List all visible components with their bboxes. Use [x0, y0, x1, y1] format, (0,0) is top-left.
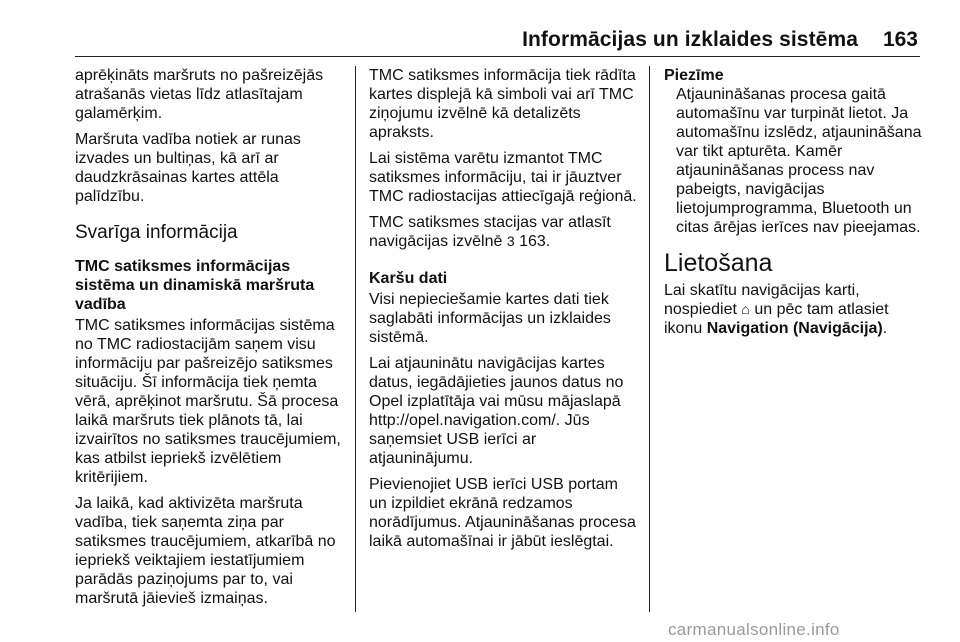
paragraph-text: un pēc tam atlasiet ikonu — [664, 301, 889, 337]
paragraph: Pievienojiet USB ierīci USB portam un izpildiet ekrānā redzamos norādījumus. Atjaunināšanas procesa laikā automašīnai ir jābūt ieslēgtai. — [369, 476, 636, 550]
section-heading: Svarīga informācija — [75, 222, 238, 243]
paragraph — [664, 281, 922, 338]
column-divider-1 — [355, 66, 356, 612]
navigation-menu-label: Navigation (Navigācija) — [706, 320, 883, 337]
page-header — [75, 28, 920, 57]
column-divider-2 — [649, 66, 650, 612]
subheading: TMC satiksmes informācijas sistēma un dinamiskā maršruta vadība — [75, 258, 315, 313]
note-box — [664, 66, 922, 237]
note-title: Piezīme — [664, 67, 724, 84]
paragraph: aprēķināts maršruts no pašreizējās atrašanās vietas līdz atlasītajam galamērķim. — [75, 67, 324, 122]
paragraph-text: TMC satiksmes stacijas var atlasīt navigācijas izvēlnē — [369, 214, 611, 250]
column-2 — [369, 66, 637, 558]
paragraph: TMC satiksmes informācijas sistēma no TMC radiostacijām saņem visu informāciju par pašreizējo satiksmes situāciju. Šī informācija tiek ņemta vērā, aprēķinot maršrutu. Šā procesa laikā maršruts tiek plānots tā, lai izvairītos no satiksmes traucējumiem, kas atbilst iepriekš izvēlētiem kritērijiem. — [75, 317, 341, 486]
paragraph: Lai atjauninātu navigācijas kartes datus, iegādājieties jaunos datus no Opel izplatītāja vai mūsu mājaslapā http://opel.navigation.com/. Jūs saņemsiet USB ierīci ar atjauninājumu. — [369, 355, 624, 467]
paragraph: Visi nepieciešamie kartes dati tiek saglabāti informācijas un izklaides sistēmā. — [369, 291, 611, 346]
subheading: Karšu dati — [369, 270, 448, 287]
watermark: carmanualsonline.info — [668, 620, 840, 639]
paragraph: Ja laikā, kad aktivizēta maršruta vadība, tiek saņemta ziņa par satiksmes traucējumiem, atkarībā no iepriekš veiktajiem iestatījumiem parādās paziņojums par to, vai maršrutā jāievieš izmaiņas. — [75, 495, 336, 607]
note-body: Atjaunināšanas procesa gaitā automašīnu var turpināt lietot. Ja automašīnu izslēdz, atjaunināšana var tikt apturēta. Kamēr atjaunināšanas process nav pabeigts, navigācijas lietojumprogramma, Bluetooth un citas ārējas ierīces nav pieejamas. — [676, 86, 922, 236]
page-reference-arrow-icon: 3 — [506, 233, 515, 249]
paragraph: Lai sistēma varētu izmantot TMC satiksmes informāciju, tai ir jāuztver TMC radiostacijas attiecīgajā reģionā. — [369, 150, 637, 205]
paragraph: Maršruta vadība notiek ar runas izvades un bultiņas, kā arī ar daudzkrāsainas kartes attēla palīdzību. — [75, 131, 301, 205]
section-heading: Lietošana — [664, 249, 773, 277]
paragraph-text: . — [882, 320, 888, 337]
page-reference[interactable]: 163. — [519, 233, 551, 250]
column-3 — [664, 66, 922, 345]
paragraph-text: Lai skatītu navigācijas karti, nospiediet — [664, 282, 860, 318]
page-number: 163 — [882, 28, 918, 51]
home-icon: ⌂ — [741, 301, 750, 317]
paragraph — [369, 213, 637, 251]
column-1 — [75, 66, 350, 615]
page-title: Informācijas un izklaides sistēma — [522, 28, 858, 51]
paragraph: TMC satiksmes informācija tiek rādīta kartes displejā kā simboli vai arī TMC ziņojumu izvēlnē kā detalizēts apraksts. — [369, 67, 636, 141]
